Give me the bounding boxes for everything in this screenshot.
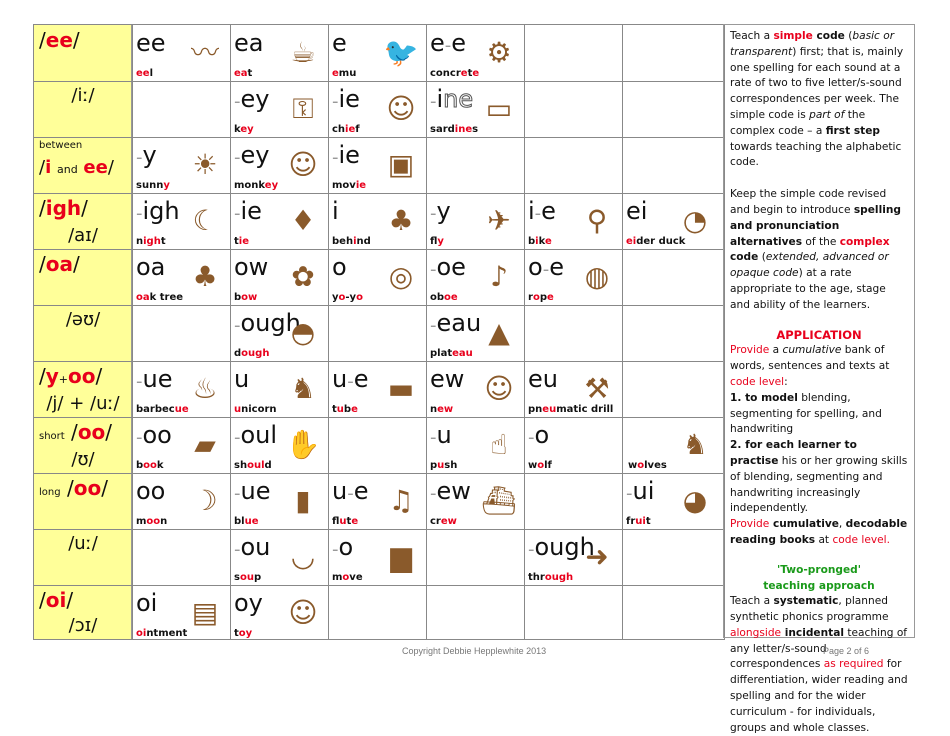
monkey-icon: ☺ xyxy=(288,148,318,181)
bow-icon: ✿ xyxy=(291,260,315,293)
sound-igh: /igh/ /aɪ/ xyxy=(34,193,132,249)
grapheme: u-e xyxy=(332,477,369,505)
grapheme-cell xyxy=(230,417,328,473)
grapheme: i-e xyxy=(528,197,556,225)
book-icon: ▰ xyxy=(194,428,216,461)
removal-van-icon: ▆ xyxy=(390,540,412,573)
grapheme-cell xyxy=(426,417,524,473)
grapheme-cell xyxy=(426,81,524,137)
grapheme-cell xyxy=(426,249,524,305)
grapheme: oy xyxy=(234,589,263,617)
moon-icon: ☽ xyxy=(192,484,218,517)
example-word: behind xyxy=(332,236,371,247)
example-word: through xyxy=(528,572,574,583)
column-divider xyxy=(132,25,133,639)
chief-icon: ☺ xyxy=(386,92,416,125)
example-word: should xyxy=(234,460,272,471)
oboe-icon: ♪ xyxy=(490,260,508,293)
grapheme-cell xyxy=(328,25,426,81)
should-icon: ✋ xyxy=(285,428,321,461)
grapheme-cell xyxy=(622,193,720,249)
example-word: chief xyxy=(332,124,360,135)
grapheme: -u xyxy=(430,421,452,449)
yoyo-icon: ◎ xyxy=(388,260,414,293)
sound-ee: /ee/ /iː/ xyxy=(34,25,132,137)
grapheme: ew xyxy=(430,365,465,393)
example-word: ointment xyxy=(136,628,188,639)
grapheme: -y xyxy=(430,197,451,225)
example-word: key xyxy=(234,124,254,135)
copyright-footer: Copyright Debbie Hepplewhite 2013 xyxy=(402,646,547,656)
grapheme-cell xyxy=(230,249,328,305)
grapheme: -ui xyxy=(626,477,655,505)
sound-ee-ipa: /iː/ xyxy=(71,85,95,106)
flute-icon: ♫ xyxy=(388,484,414,517)
sound-long-oo: long /oo/ /uː/ xyxy=(34,473,132,585)
fruit-icon: ◕ xyxy=(682,484,708,517)
application-heading: APPLICATION xyxy=(776,327,862,342)
grapheme: -ie xyxy=(332,141,360,169)
night-icon: ☾ xyxy=(192,204,218,237)
grapheme: ei xyxy=(626,197,648,225)
push-icon: ☝ xyxy=(490,428,508,461)
example-word: unicorn xyxy=(234,404,277,415)
row-divider xyxy=(34,305,724,306)
example-word: bike xyxy=(528,236,552,247)
tree-icon: ♣ xyxy=(388,204,414,237)
example-word: flute xyxy=(332,516,359,527)
grapheme: -ough xyxy=(234,309,301,337)
plateau-icon: ▲ xyxy=(488,316,510,349)
grapheme: -ue xyxy=(136,365,173,393)
grapheme: -ie xyxy=(234,197,262,225)
grapheme: -oe xyxy=(430,253,466,281)
grapheme-cell xyxy=(524,249,622,305)
example-word: sunny xyxy=(136,180,170,191)
grapheme: e-e xyxy=(430,29,467,57)
sound-between: between /i and ee/ xyxy=(34,137,132,193)
grapheme: -y xyxy=(136,141,157,169)
grapheme: oo xyxy=(136,477,166,505)
example-word: move xyxy=(332,572,363,583)
sound-oi: /oi/ /ɔɪ/ xyxy=(34,585,132,639)
tie-icon: ♦ xyxy=(290,204,316,237)
tube-icon: ▬ xyxy=(387,372,415,405)
grapheme-cell xyxy=(524,193,622,249)
duck-icon: ◔ xyxy=(682,204,708,237)
example-word: barbecue xyxy=(136,404,189,415)
grapheme-cell xyxy=(328,249,426,305)
example-word: crew xyxy=(430,516,457,527)
example-word: new xyxy=(430,404,454,415)
grapheme-cell xyxy=(230,473,328,529)
example-word: soup xyxy=(234,572,262,583)
grapheme-cell xyxy=(426,193,524,249)
grapheme: oa xyxy=(136,253,166,281)
plane-icon: ✈ xyxy=(487,204,511,237)
grapheme-cell xyxy=(328,193,426,249)
bike-icon: ⚲ xyxy=(586,204,608,237)
grapheme: -ie xyxy=(332,85,360,113)
example-word: oak tree xyxy=(136,292,184,303)
column-divider xyxy=(622,25,623,639)
soup-icon: ◡ xyxy=(290,540,316,573)
example-word: night xyxy=(136,236,166,247)
grapheme-cell xyxy=(328,529,426,585)
example-word: toy xyxy=(234,628,253,639)
example-word: push xyxy=(430,460,458,471)
grapheme-cell xyxy=(426,361,524,417)
example-word: wolf xyxy=(528,460,552,471)
grapheme-cell xyxy=(132,137,230,193)
simple-code-paragraph: Teach a simple code (basic or transparent) first; that is, mainly one spelling for each sound at a rate of two to five letter/s-sound correspondences per week. The simple code is part of the complex code – a first step towards teaching the alphabetic code. xyxy=(730,30,904,169)
ship-icon: ⛴ xyxy=(481,484,517,517)
grapheme-cell xyxy=(132,473,230,529)
sound-yoo: /y+oo/ /j/ + /uː/ xyxy=(34,361,132,417)
grapheme-cell xyxy=(328,137,426,193)
example-word: dough xyxy=(234,348,270,359)
example-word: tie xyxy=(234,236,249,247)
grapheme: u-e xyxy=(332,365,369,393)
toy-icon: ☺ xyxy=(288,596,318,629)
example-word: plateau xyxy=(430,348,473,359)
grapheme-cell xyxy=(230,137,328,193)
example-word: yo-yo xyxy=(332,292,363,303)
grapheme-cell xyxy=(524,529,622,585)
grapheme-cell xyxy=(328,361,426,417)
unicorn-icon: ♞ xyxy=(290,372,316,405)
grapheme: -ew xyxy=(430,477,471,505)
example-word: fruit xyxy=(626,516,651,527)
grapheme-cell xyxy=(426,305,524,361)
grapheme-cell xyxy=(132,193,230,249)
grapheme: i xyxy=(332,197,339,225)
example-word: blue xyxy=(234,516,259,527)
sound-oa: /oa/ /əʊ/ xyxy=(34,249,132,361)
grapheme-cell xyxy=(426,473,524,529)
grapheme: -ou xyxy=(234,533,271,561)
blue-paint-icon: ▮ xyxy=(295,484,311,517)
barbecue-icon: ♨ xyxy=(192,372,218,405)
grapheme-cell xyxy=(132,361,230,417)
grapheme-cell xyxy=(328,473,426,529)
example-word: concrete xyxy=(430,68,480,79)
eating-icon: ☕ xyxy=(290,36,316,69)
page-number: Page 2 of 6 xyxy=(823,646,870,656)
grapheme: ea xyxy=(234,29,264,57)
systematic-paragraph: Teach a systematic, planned synthetic phonics programme alongside incidental teaching of any letter/s-sound correspondences as required for differentiation, wider reading and spelling and for the wider curriculum - for individuals, groups and whole classes. xyxy=(730,595,908,734)
concrete-mixer-icon: ⚙ xyxy=(486,36,512,69)
drill-icon: ⚒ xyxy=(584,372,610,405)
example-word: movie xyxy=(332,180,367,191)
grapheme-cell xyxy=(230,361,328,417)
example-word: book xyxy=(136,460,164,471)
grapheme-cell xyxy=(230,193,328,249)
application-paragraph: Provide a cumulative bank of words, sentences and texts at code level: xyxy=(730,344,890,388)
grapheme: u xyxy=(234,365,250,393)
grapheme: -eau xyxy=(430,309,482,337)
ointment-icon: ▤ xyxy=(191,596,219,629)
books-paragraph: Provide cumulative, decodable reading books at code level. xyxy=(730,518,908,546)
grapheme-cell xyxy=(328,81,426,137)
grapheme: ee xyxy=(136,29,166,57)
grapheme-cell xyxy=(426,25,524,81)
grapheme: -ough xyxy=(528,533,595,561)
example-word: eat xyxy=(234,68,253,79)
rope-icon: ◍ xyxy=(584,260,610,293)
grapheme-cell xyxy=(132,585,230,641)
movie-icon: ▣ xyxy=(387,148,415,181)
sound-short-oo: short /oo/ /ʊ/ xyxy=(34,417,132,473)
grapheme-cell xyxy=(622,473,720,529)
dough-icon: ◓ xyxy=(290,316,316,349)
grapheme-cell xyxy=(524,417,720,473)
grapheme: o-e xyxy=(528,253,564,281)
grapheme: -o xyxy=(528,421,550,449)
oak-tree-icon: ♣ xyxy=(192,260,218,293)
grapheme: o xyxy=(332,253,347,281)
grapheme: -igh xyxy=(136,197,180,225)
two-pronged-heading: 'Two-pronged' teaching approach xyxy=(763,563,875,592)
through-icon: ➜ xyxy=(585,540,609,573)
grapheme: -ey xyxy=(234,141,270,169)
example-word: moon xyxy=(136,516,168,527)
example-word: wolves xyxy=(628,460,667,471)
grapheme: ow xyxy=(234,253,269,281)
eel-icon: 〰 xyxy=(190,36,219,69)
grapheme: -oul xyxy=(234,421,278,449)
key-icon: ⚿ xyxy=(292,92,314,125)
phonics-chart xyxy=(33,24,725,640)
example-word: bow xyxy=(234,292,258,303)
emu-icon: 🐦 xyxy=(383,36,419,69)
complex-code-paragraph: Keep the simple code revised and begin to introduce spelling and pronunciation alternatives of the complex code (extended, advanced or opaque code) at a rate appropriate to the age, stage and ability of the learners. xyxy=(730,188,901,311)
grapheme: -ey xyxy=(234,85,270,113)
grapheme-cell xyxy=(230,25,328,81)
wolf-icon: ♞ xyxy=(682,428,708,461)
grapheme: -ue xyxy=(234,477,271,505)
example-word: rope xyxy=(528,292,554,303)
practise-point: 2. for each learner to practise his or her growing skills of blending, segmenting and handwriting increasingly independently. xyxy=(730,439,908,515)
example-word: sardines xyxy=(430,124,479,135)
grapheme-cell xyxy=(230,81,328,137)
example-word: emu xyxy=(332,68,357,79)
example-word: pneumatic drill xyxy=(528,404,614,415)
grapheme: oi xyxy=(136,589,158,617)
example-word: oboe xyxy=(430,292,458,303)
example-word: monkey xyxy=(234,180,279,191)
new-icon: ☺ xyxy=(484,372,514,405)
grapheme: -o xyxy=(332,533,354,561)
grapheme: eu xyxy=(528,365,558,393)
grapheme-cell xyxy=(230,305,328,361)
example-word: eider duck xyxy=(626,236,686,247)
grapheme: -oo xyxy=(136,421,172,449)
model-point: 1. to model blending, segmenting for spelling, and handwriting xyxy=(730,391,882,436)
grapheme-cell xyxy=(132,417,230,473)
grapheme-cell xyxy=(230,529,328,585)
grapheme-cell xyxy=(132,249,230,305)
sun-icon: ☀ xyxy=(192,148,218,181)
sardines-icon: ▭ xyxy=(485,92,513,125)
grapheme-cell xyxy=(230,585,328,641)
grapheme: -ine xyxy=(430,85,474,113)
grapheme: e xyxy=(332,29,347,57)
example-word: eel xyxy=(136,68,154,79)
example-word: tube xyxy=(332,404,358,415)
sound-ee-spelling: ee xyxy=(45,28,73,52)
grapheme-cell xyxy=(524,361,622,417)
grapheme-cell xyxy=(132,25,230,81)
example-word: fly xyxy=(430,236,444,247)
